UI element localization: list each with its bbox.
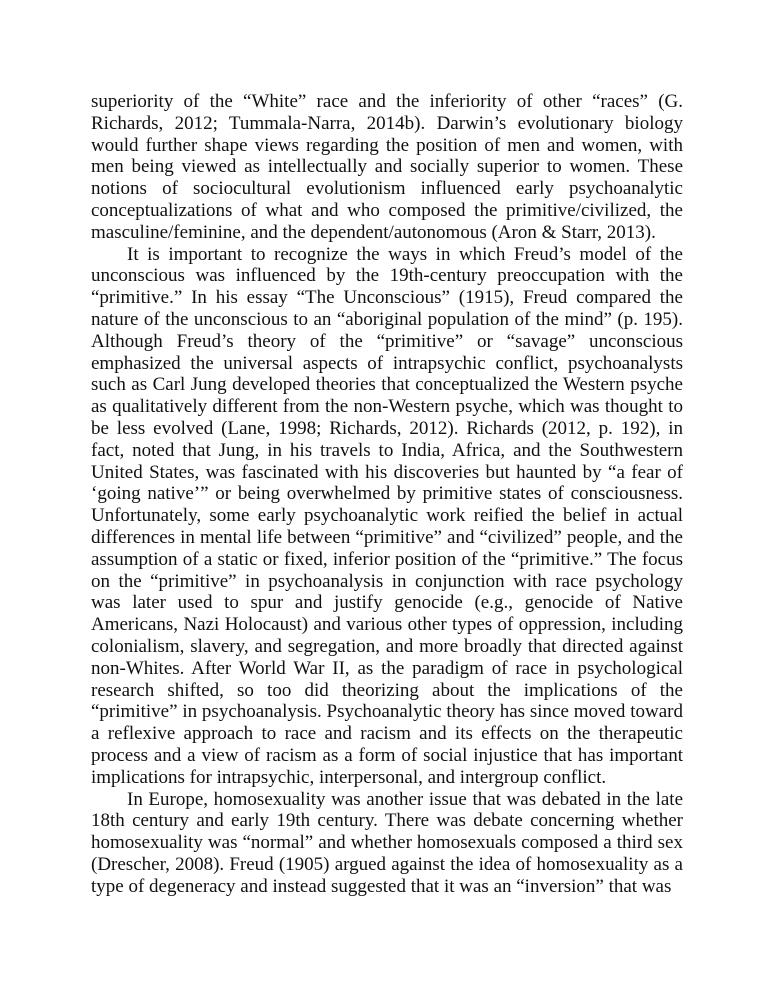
body-paragraph-3: In Europe, homosexuality was another issue that was debated in the late 18th century and early 19th century. There was debate concerning whether homosexuality was “normal” and whether homosexuals composed a third sex (Drescher, 2008). Freud (1905) argued against the idea of homosexuality as a type of degeneracy and instead suggested that it was an “inversion” that was [91, 788, 683, 897]
document-page [91, 91, 683, 897]
body-paragraph-2: It is important to recognize the ways in which Freud’s model of the unconscious was influenced by the 19th-century preoccupation with the “primitive.” In his essay “The Unconscious” (1915), Freud compared the nature of the unconscious to an “aboriginal population of the mind” (p. 195). Although Freud’s theory of the “primitive” or “savage” unconscious emphasized the universal aspects of intrapsychic conflict, psychoanalysts such as Carl Jung developed theories that conceptualized the Western psyche as qualitatively different from the non-Western psyche, which was thought to be less evolved (Lane, 1998; Richards, 2012). Richards (2012, p. 192), in fact, noted that Jung, in his travels to India, Africa, and the Southwestern United States, was fascinated with his discoveries but haunted by “a fear of ‘going native’” or being overwhelmed by primitive states of consciousness. Unfortunately, some early psychoanalytic work reified the belief in actual differences in mental life between “primitive” and “civilized” people, and the assumption of a static or fixed, inferior position of the “primitive.” The focus on the “primitive” in psychoanalysis in conjunction with race psychology was later used to spur and justify genocide (e.g., genocide of Native Americans, Nazi Holocaust) and various other types of oppression, including colonialism, slavery, and segregation, and more broadly that directed against non-Whites. After World War II, as the paradigm of race in psychological research shifted, so too did theorizing about the implications of the “primitive” in psychoanalysis. Psychoanalytic theory has since moved toward a reflexive approach to race and racism and its effects on the therapeutic process and a view of racism as a form of social injustice that has important implications for intrapsychic, interpersonal, and intergroup conflict. [91, 243, 683, 788]
body-paragraph-1: superiority of the “White” race and the inferiority of other “races” (G. Richards, 2012; Tummala-Narra, 2014b). Darwin’s evolutionary biology would further shape views regarding the position of men and women, with men being viewed as intellectually and socially superior to women. These notions of sociocultural evolutionism influenced early psychoanalytic conceptualizations of what and who composed the primitive/civilized, the masculine/feminine, and the dependent/autonomous (Aron & Starr, 2013). [91, 91, 683, 243]
